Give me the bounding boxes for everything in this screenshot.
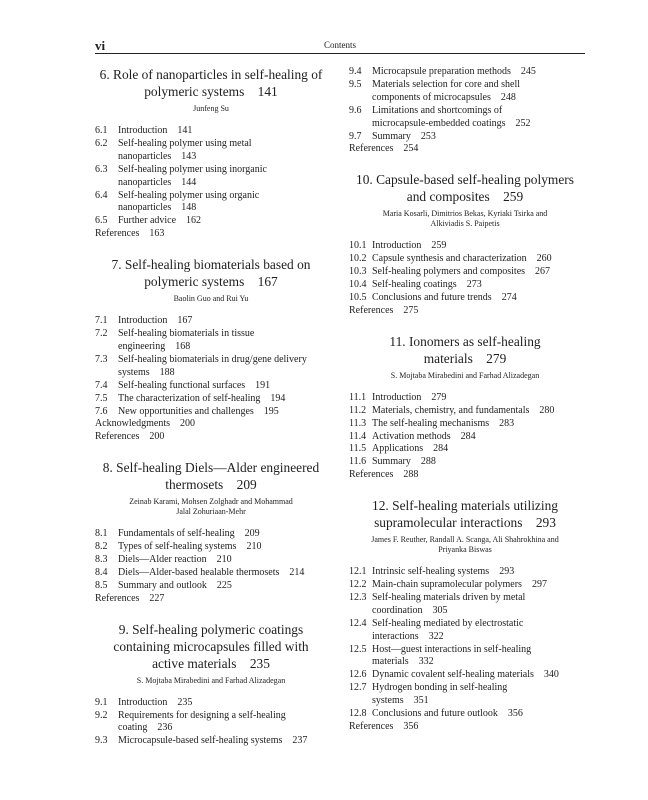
- toc-entry[interactable]: [349, 418, 581, 431]
- chapter-title-line: containing microcapsules filled with: [113, 638, 309, 654]
- section-number: 7.4: [95, 379, 108, 391]
- section-number: 6.3: [95, 163, 108, 175]
- entry-text: Requirements for designing a self-healing: [118, 709, 286, 721]
- section-number: 11.4: [349, 430, 367, 442]
- entry-text: Summary 253: [372, 130, 436, 142]
- toc-entry[interactable]: [95, 315, 327, 328]
- chapter-block: [349, 171, 581, 317]
- chapter-authors: [95, 104, 327, 114]
- toc-entry-unnumbered[interactable]: [349, 305, 581, 318]
- toc-entry[interactable]: [95, 190, 327, 216]
- toc-entry[interactable]: [349, 253, 581, 266]
- section-number: 9.5: [349, 78, 362, 90]
- section-number: 9.4: [349, 66, 362, 77]
- toc-entry[interactable]: [349, 405, 581, 418]
- entry-text: Diels—Alder-based healable thermosets 214: [118, 566, 305, 578]
- toc-entry[interactable]: [349, 566, 581, 579]
- section-number: 7.1: [95, 315, 108, 327]
- section-number: 11.2: [349, 404, 367, 416]
- entry-text: Summary 288: [372, 456, 436, 468]
- entry-text: Dynamic covalent self-healing materials 340: [372, 669, 559, 681]
- entry-text: Self-healing biomaterials in drug/gene delivery: [118, 353, 307, 365]
- toc-entry[interactable]: [95, 406, 327, 419]
- author-line: Zeinab Karami, Mohsen Zolghadr and Mohammad: [129, 497, 293, 507]
- entry-text: microcapsule-embedded coatings 252: [372, 117, 531, 129]
- entry-text: Applications 284: [372, 443, 449, 455]
- section-number: 10.4: [349, 279, 367, 291]
- chapter-title-line: 6. Role of nanoparticles in self-healing of: [99, 67, 323, 82]
- section-number: 12.1: [349, 566, 367, 578]
- entry-text: Summary and outlook 225: [118, 579, 232, 591]
- section-number: 10.5: [349, 291, 367, 303]
- entry-text: The self-healing mechanisms 283: [372, 417, 515, 429]
- entry-text: Self-healing polymer using metal: [118, 137, 252, 149]
- toc-entry[interactable]: [349, 105, 581, 131]
- chapter-title: [95, 256, 327, 290]
- entry-text: Capsule synthesis and characterization 260: [372, 253, 552, 265]
- toc-entry[interactable]: [95, 215, 327, 228]
- toc-entry[interactable]: [349, 644, 581, 670]
- section-number: 11.1: [349, 391, 367, 403]
- entry-text: Self-healing polymer using inorganic: [118, 163, 267, 175]
- entry-text: References 288: [349, 469, 419, 481]
- toc-entry[interactable]: [349, 669, 581, 682]
- chapter-title-line: 9. Self-healing polymeric coatings: [118, 621, 304, 637]
- entry-text: systems 188: [118, 366, 175, 378]
- toc-entry[interactable]: [95, 380, 327, 393]
- entry-text: systems 351: [372, 695, 429, 707]
- entry-text: Types of self-healing systems 210: [118, 541, 262, 553]
- toc-entry[interactable]: [95, 164, 327, 190]
- page-number: vi: [95, 38, 106, 53]
- entry-text: Introduction 141: [118, 125, 193, 136]
- chapter-authors: [349, 209, 581, 229]
- toc-entry-unnumbered[interactable]: [349, 469, 581, 482]
- section-number: 12.2: [349, 579, 367, 591]
- toc-entry[interactable]: [95, 580, 327, 593]
- toc-entry[interactable]: [349, 392, 581, 405]
- section-number: 8.5: [95, 579, 108, 591]
- entry-text: nanoparticles 148: [118, 202, 197, 214]
- toc-entry[interactable]: [95, 354, 327, 380]
- author-line: S. Mojtaba Mirabedini and Farhad Alizadegan: [136, 675, 286, 685]
- section-number: 6.1: [95, 125, 108, 136]
- chapter-title: [95, 621, 327, 672]
- toc-entry[interactable]: [349, 431, 581, 444]
- entry-text: Materials selection for core and shell: [372, 78, 520, 90]
- author-line: Maria Kosarli, Dimitrios Bekas, Kyriaki Tsirka and: [382, 209, 548, 219]
- toc-entry[interactable]: [349, 708, 581, 721]
- chapter-title-line: polymeric systems 141: [144, 84, 278, 99]
- entry-text: Self-healing coatings 273: [372, 279, 482, 291]
- author-line: Jalal Zohuriaan-Mehr: [176, 507, 246, 517]
- entry-text: References 254: [349, 143, 419, 155]
- chapter-authors: [349, 535, 581, 555]
- toc-entry[interactable]: [349, 682, 581, 708]
- chapter-title-line: supramolecular interactions 293: [374, 515, 556, 531]
- entry-text: Activation methods 284: [372, 430, 476, 442]
- chapter-authors: [95, 497, 327, 517]
- toc-entry[interactable]: [95, 710, 327, 736]
- entry-text: Self-healing functional surfaces 191: [118, 379, 271, 391]
- entry-text: Diels—Alder reaction 210: [118, 554, 232, 566]
- section-number: 7.6: [95, 405, 108, 417]
- entry-text: components of microcapsules 248: [372, 91, 516, 103]
- entry-text: Intrinsic self-healing systems 293: [372, 566, 515, 578]
- entry-text: Main-chain supramolecular polymers 297: [372, 579, 547, 591]
- chapter-block: [95, 256, 327, 444]
- section-number: 8.1: [95, 528, 108, 540]
- chapter-block: [95, 66, 327, 241]
- entry-text: materials 332: [372, 656, 434, 668]
- toc-entry[interactable]: [95, 554, 327, 567]
- page-header: [95, 38, 585, 52]
- author-line: Baolin Guo and Rui Yu: [173, 294, 249, 304]
- toc-entry[interactable]: [95, 125, 327, 138]
- toc-entry[interactable]: [349, 66, 581, 79]
- toc-entry[interactable]: [349, 618, 581, 644]
- author-line: S. Mojtaba Mirabedini and Farhad Alizadegan: [390, 370, 540, 380]
- section-number: 12.5: [349, 643, 367, 655]
- toc-entry[interactable]: [95, 697, 327, 710]
- entry-text: engineering 168: [118, 340, 191, 352]
- section-number: 12.3: [349, 591, 367, 603]
- toc-entry[interactable]: [95, 138, 327, 164]
- toc-entry-unnumbered[interactable]: [95, 418, 327, 431]
- entry-text: Further advice 162: [118, 215, 202, 227]
- section-number: 7.5: [95, 392, 108, 404]
- entry-text: New opportunities and challenges 195: [118, 405, 279, 417]
- chapter-title-line: polymeric systems 167: [144, 274, 278, 290]
- chapter-title-line: 7. Self-healing biomaterials based on: [111, 257, 311, 273]
- chapter-title-line: thermosets 209: [165, 477, 257, 493]
- entry-text: Self-healing materials driven by metal: [372, 591, 526, 603]
- section-number: 11.3: [349, 417, 367, 429]
- left-column: [95, 66, 327, 748]
- chapter-block: [95, 459, 327, 605]
- chapter-block: [349, 497, 581, 734]
- chapter-title-line: and composites 259: [406, 189, 524, 205]
- toc-entry[interactable]: [95, 735, 327, 748]
- entry-text: References 200: [95, 431, 165, 443]
- section-number: 7.2: [95, 328, 108, 340]
- section-number: 6.4: [95, 189, 108, 201]
- entry-text: nanoparticles 144: [118, 176, 197, 188]
- toc-entry[interactable]: [349, 592, 581, 618]
- toc-entry[interactable]: [95, 541, 327, 554]
- running-title: Contents: [323, 40, 356, 50]
- entry-text: Hydrogen bonding in self-healing: [372, 682, 508, 694]
- toc-entry[interactable]: [95, 528, 327, 541]
- section-number: 9.6: [349, 104, 362, 116]
- chapter-title-line: 8. Self-healing Diels—Alder engineered: [102, 460, 320, 476]
- section-number: 6.5: [95, 215, 108, 227]
- toc-entry[interactable]: [95, 393, 327, 406]
- entry-text: Introduction 259: [372, 240, 447, 252]
- section-number: 9.1: [95, 696, 108, 708]
- chapter-title: [95, 459, 327, 493]
- section-number: 12.4: [349, 617, 367, 629]
- toc-entry[interactable]: [349, 443, 581, 456]
- chapter-title-line: 12. Self-healing materials utilizing: [372, 498, 558, 514]
- toc-entry[interactable]: [95, 567, 327, 580]
- toc-entry[interactable]: [349, 279, 581, 292]
- toc-entry[interactable]: [349, 79, 581, 105]
- chapter-title-line: active materials 235: [152, 655, 270, 671]
- entry-text: References 275: [349, 304, 419, 316]
- section-number: 6.2: [95, 137, 108, 149]
- toc-entry[interactable]: [95, 328, 327, 354]
- toc-entry[interactable]: [349, 292, 581, 305]
- entry-text: References 227: [95, 592, 165, 604]
- toc-entry-unnumbered[interactable]: [349, 721, 581, 734]
- entry-text: interactions 322: [372, 630, 444, 642]
- section-number: 10.1: [349, 240, 367, 252]
- toc-entry-unnumbered[interactable]: [95, 228, 327, 241]
- entry-text: Self-healing polymers and composites 267: [372, 266, 551, 278]
- section-number: 11.6: [349, 456, 367, 468]
- section-number: 8.4: [95, 566, 108, 578]
- toc-entry-unnumbered[interactable]: [95, 593, 327, 606]
- section-number: 10.3: [349, 266, 367, 278]
- section-number: 9.2: [95, 709, 108, 721]
- entry-text: Materials, chemistry, and fundamentals 280: [372, 404, 555, 416]
- author-line: Alkiviadis S. Paipetis: [430, 219, 500, 229]
- chapter-authors: [95, 294, 327, 304]
- chapter-title: [349, 497, 581, 531]
- entry-text: Introduction 167: [118, 315, 193, 327]
- section-number: 7.3: [95, 353, 108, 365]
- entry-text: Self-healing mediated by electrostatic: [372, 617, 524, 629]
- entry-text: The characterization of self-healing 194: [118, 392, 286, 404]
- entry-text: Microcapsule preparation methods 245: [372, 66, 536, 77]
- toc-entry[interactable]: [349, 266, 581, 279]
- entry-text: Introduction 279: [372, 391, 447, 403]
- entry-text: coordination 305: [372, 604, 448, 616]
- chapter-block: [349, 66, 581, 156]
- toc-entry[interactable]: [349, 579, 581, 592]
- author-line: James F. Reuther, Randall A. Scanga, Ali Shahrokhina and: [371, 535, 559, 545]
- section-number: 8.2: [95, 541, 108, 553]
- chapter-block: [349, 333, 581, 482]
- chapter-block: [95, 621, 327, 749]
- chapter-title: [95, 66, 327, 100]
- toc-entry[interactable]: [349, 131, 581, 144]
- section-number: 8.3: [95, 554, 108, 566]
- entry-text: Self-healing polymer using organic: [118, 189, 260, 201]
- section-number: 10.2: [349, 253, 367, 265]
- entry-text: nanoparticles 143: [118, 150, 197, 162]
- entry-text: coating 236: [118, 722, 173, 734]
- chapter-title-line: 10. Capsule-based self-healing polymers: [356, 172, 574, 188]
- section-number: 9.3: [95, 735, 108, 747]
- toc-entry[interactable]: [349, 456, 581, 469]
- entry-text: Acknowledgments 200: [95, 418, 195, 430]
- chapter-authors: [95, 676, 327, 686]
- entry-text: References 163: [95, 228, 165, 240]
- entry-text: Self-healing biomaterials in tissue: [118, 328, 255, 340]
- section-number: 9.7: [349, 130, 362, 142]
- section-number: 12.7: [349, 682, 367, 694]
- entry-text: Limitations and shortcomings of: [372, 104, 503, 116]
- right-column: [349, 66, 581, 734]
- entry-text: Conclusions and future trends 274: [372, 291, 517, 303]
- entry-text: References 356: [349, 721, 419, 732]
- chapter-title: [349, 333, 581, 367]
- toc-entry-unnumbered[interactable]: [95, 431, 327, 444]
- section-number: 12.8: [349, 708, 367, 720]
- entry-text: Microcapsule-based self-healing systems 237: [118, 735, 308, 747]
- entry-text: Conclusions and future outlook 356: [372, 708, 523, 720]
- chapter-title-line: materials 279: [423, 350, 507, 366]
- author-line: Junfeng Su: [193, 104, 229, 113]
- entry-text: Fundamentals of self-healing 209: [118, 528, 260, 540]
- entry-text: Introduction 235: [118, 696, 193, 708]
- chapter-authors: [349, 371, 581, 381]
- toc-entry-unnumbered[interactable]: [349, 143, 581, 156]
- toc-entry[interactable]: [349, 240, 581, 253]
- header-rule: [95, 53, 585, 54]
- section-number: 12.6: [349, 669, 367, 681]
- author-line: Priyanka Biswas: [438, 545, 492, 555]
- section-number: 11.5: [349, 443, 367, 455]
- chapter-title: [349, 171, 581, 205]
- entry-text: Host—guest interactions in self-healing: [372, 643, 532, 655]
- chapter-title-line: 11. Ionomers as self-healing: [389, 333, 541, 349]
